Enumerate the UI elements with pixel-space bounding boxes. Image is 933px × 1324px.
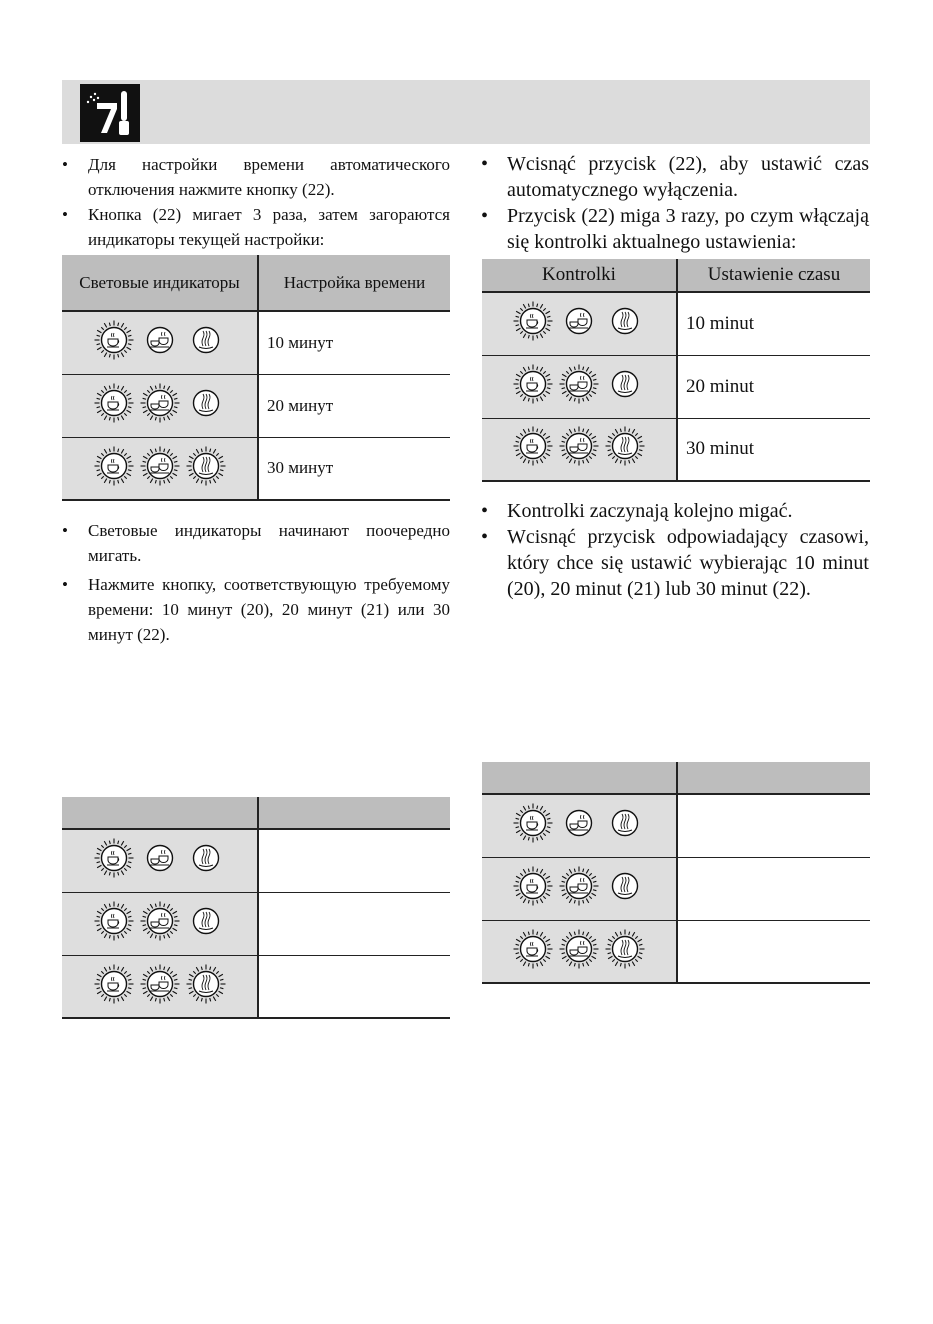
ru-bullet: • Световые индикаторы начинают поочередно мигать. (62, 518, 450, 568)
lamp-set (62, 374, 258, 437)
table-row (482, 355, 870, 418)
table-header-cell (258, 797, 450, 829)
empty-cell (677, 794, 870, 857)
lamp-set (62, 311, 258, 374)
ru-bullets-bottom (62, 518, 450, 647)
double-cup-lamp-icon (559, 301, 599, 347)
ru-bullet: • Кнопка (22) мигает 3 раза, затем загораются индикаторы текущей настройки: (62, 202, 450, 252)
table-row (62, 892, 450, 955)
cup-lamp-icon (94, 320, 134, 365)
lamp-set (482, 355, 677, 418)
lamp-set (62, 437, 258, 500)
lamp-set (62, 829, 258, 892)
double-cup-lamp-icon (140, 320, 180, 365)
table-row (482, 857, 870, 920)
table-row (482, 920, 870, 983)
cup-lamp-icon (513, 301, 553, 347)
cup-lamp-icon (513, 426, 553, 472)
pl-bullet: • Wcisnąć przycisk (22), aby ustawić czas automatycznego wyłączenia. (481, 151, 869, 203)
lamp-set (482, 292, 677, 355)
steam-lamp-icon (186, 901, 226, 946)
pl-bullets-top (481, 151, 869, 255)
pl-indicator-table (482, 259, 870, 482)
pl-bullets-bottom (481, 498, 869, 602)
steam-lamp-icon (605, 301, 645, 347)
time-value: 20 минут (258, 374, 450, 437)
ru-column (62, 152, 450, 252)
cup-lamp-icon (94, 838, 134, 883)
service-tools-icon (80, 84, 140, 142)
table-row (62, 311, 450, 374)
pl-empty-indicator-table (482, 762, 870, 984)
double-cup-lamp-icon (559, 426, 599, 472)
ru-indicator-table (62, 255, 450, 501)
lamp-set (482, 418, 677, 481)
lamp-set (482, 857, 677, 920)
table-header-cell: Kontrolki (482, 259, 677, 292)
time-value: 10 minut (677, 292, 870, 355)
table-header-cell (62, 797, 258, 829)
double-cup-lamp-icon (140, 901, 180, 946)
table-row (482, 418, 870, 481)
pl-bullet: • Kontrolki zaczynają kolejno migać. (481, 498, 869, 524)
lamp-set (482, 920, 677, 983)
ru-bullets-top (62, 152, 450, 252)
lamp-set (62, 955, 258, 1018)
empty-cell (677, 920, 870, 983)
header-bar (62, 80, 870, 144)
table-row (62, 437, 450, 500)
table-header-cell (677, 762, 870, 794)
steam-lamp-icon (605, 803, 645, 848)
lamp-set (482, 794, 677, 857)
table-header-cell: Настройка времени (258, 255, 450, 311)
steam-lamp-icon (186, 964, 226, 1009)
time-value: 10 минут (258, 311, 450, 374)
double-cup-lamp-icon (559, 929, 599, 974)
steam-lamp-icon (186, 320, 226, 365)
steam-lamp-icon (186, 838, 226, 883)
table-row (62, 374, 450, 437)
cup-lamp-icon (513, 866, 553, 911)
double-cup-lamp-icon (140, 964, 180, 1009)
table-header-cell: Световые индикаторы (62, 255, 258, 311)
steam-lamp-icon (605, 929, 645, 974)
ru-bullet: • Для настройки времени автоматического отключения нажмите кнопку (22). (62, 152, 450, 202)
pl-bullet: • Wcisnąć przycisk odpowiadający czasowi, który chce się ustawić wybierając 10 minut (20), 20 minut (21) lub 30 minut (22). (481, 524, 869, 602)
double-cup-lamp-icon (559, 866, 599, 911)
table-row (62, 955, 450, 1018)
cup-lamp-icon (513, 364, 553, 410)
time-value: 30 minut (677, 418, 870, 481)
empty-cell (258, 892, 450, 955)
pl-column (481, 151, 869, 255)
cup-lamp-icon (513, 929, 553, 974)
ru-column-bottom (62, 518, 450, 647)
table-row (482, 794, 870, 857)
pl-column-bottom (481, 498, 869, 602)
cup-lamp-icon (94, 901, 134, 946)
cup-lamp-icon (94, 964, 134, 1009)
cup-lamp-icon (94, 446, 134, 491)
cup-lamp-icon (513, 803, 553, 848)
pl-bullet: • Przycisk (22) miga 3 razy, po czym włączają się kontrolki aktualnego ustawienia: (481, 203, 869, 255)
double-cup-lamp-icon (140, 838, 180, 883)
table-row (62, 829, 450, 892)
steam-lamp-icon (186, 383, 226, 428)
ru-bullet: • Нажмите кнопку, соответствующую требуемому времени: 10 минут (20), 20 минут (21) или 30 минут (22). (62, 572, 450, 647)
steam-lamp-icon (186, 446, 226, 491)
lamp-set (62, 892, 258, 955)
double-cup-lamp-icon (140, 383, 180, 428)
cup-lamp-icon (94, 383, 134, 428)
time-value: 20 minut (677, 355, 870, 418)
steam-lamp-icon (605, 364, 645, 410)
empty-cell (258, 829, 450, 892)
table-header-cell: Ustawienie czasu (677, 259, 870, 292)
ru-empty-indicator-table (62, 797, 450, 1019)
time-value: 30 минут (258, 437, 450, 500)
double-cup-lamp-icon (559, 364, 599, 410)
steam-lamp-icon (605, 426, 645, 472)
empty-cell (258, 955, 450, 1018)
steam-lamp-icon (605, 866, 645, 911)
table-row (482, 292, 870, 355)
double-cup-lamp-icon (140, 446, 180, 491)
table-header-cell (482, 762, 677, 794)
double-cup-lamp-icon (559, 803, 599, 848)
empty-cell (677, 857, 870, 920)
